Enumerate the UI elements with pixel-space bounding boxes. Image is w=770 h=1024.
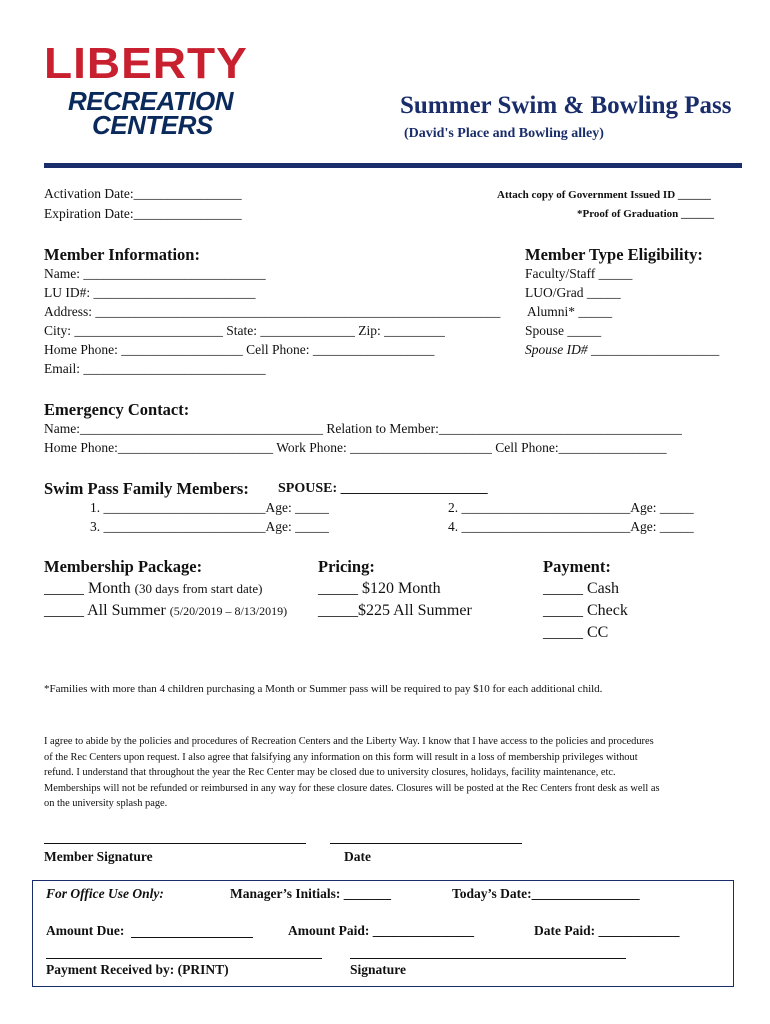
office-signature-label: Signature	[350, 962, 407, 977]
payment-check[interactable]: _____ Check	[543, 602, 628, 619]
amount-due-label: Amount Due:	[46, 923, 125, 938]
date-label: Date	[344, 849, 371, 864]
activation-date-field[interactable]: Activation Date:________________	[44, 186, 242, 201]
city-state-zip-field[interactable]: City: ______________________ State: ______________ Zip: _________	[44, 323, 445, 338]
payment-received-line[interactable]	[46, 958, 322, 959]
amount-paid-field[interactable]: Amount Paid: _______________	[288, 923, 475, 938]
agreement-line: I agree to abide by the policies and procedures of Recreation Centers and the Liberty Way. I know that I have access to the policies and procedures	[44, 736, 654, 747]
graduation-proof-field[interactable]: *Proof of Graduation ______	[577, 208, 714, 220]
page-title: Summer Swim & Bowling Pass	[400, 92, 732, 119]
email-field[interactable]: Email: ___________________________	[44, 361, 266, 376]
pricing-heading: Pricing:	[318, 557, 375, 576]
package-heading: Membership Package:	[44, 557, 203, 576]
pricing-month[interactable]: _____ $120 Month	[318, 580, 441, 597]
attach-id-field[interactable]: Attach copy of Government Issued ID ______	[497, 189, 711, 201]
payment-cash[interactable]: _____ Cash	[543, 580, 619, 597]
emergency-name-row[interactable]: Name:____________________________________ Relation to Member:____________________________________	[44, 421, 682, 436]
package-month-note: (30 days from start date)	[134, 581, 263, 596]
family-heading: Swim Pass Family Members:	[44, 479, 249, 498]
package-month-option[interactable]	[44, 580, 262, 598]
lu-id-field[interactable]: LU ID#: ________________________	[44, 285, 256, 300]
family-member-4[interactable]: 4. _________________________Age: _____	[448, 519, 694, 534]
member-signature-label: Member Signature	[44, 849, 153, 864]
package-month-label: _____ Month	[44, 580, 131, 597]
date-paid-field[interactable]: Date Paid: ____________	[534, 923, 680, 938]
emergency-phone-row[interactable]: Home Phone:_______________________ Work Phone: _____________________ Cell Phone:________________	[44, 440, 667, 455]
eligibility-luo-grad[interactable]: LUO/Grad _____	[525, 285, 621, 300]
spouse-id-field[interactable]: Spouse ID# ___________________	[525, 342, 720, 357]
eligibility-faculty[interactable]: Faculty/Staff _____	[525, 266, 633, 281]
date-signature-line[interactable]	[330, 843, 522, 844]
package-summer-option[interactable]	[44, 602, 287, 620]
eligibility-alumni[interactable]: Alumni* _____	[527, 304, 613, 319]
package-summer-label: _____ All Summer	[44, 602, 166, 619]
phone-fields[interactable]: Home Phone: __________________ Cell Phone: __________________	[44, 342, 435, 357]
header-divider	[44, 163, 742, 168]
logo-centers-text: CENTERS	[92, 110, 213, 140]
logo-recreation-text: RECREATION	[68, 86, 233, 116]
agreement-paragraph	[44, 734, 660, 812]
family-member-2[interactable]: 2. _________________________Age: _____	[448, 500, 694, 515]
office-use-title: For Office Use Only:	[46, 886, 164, 901]
todays-date-field[interactable]: Today’s Date:________________	[452, 886, 640, 901]
family-member-3[interactable]: 3. ________________________Age: _____	[90, 519, 329, 534]
logo-liberty-text: LIBERTY	[44, 38, 248, 88]
address-field[interactable]: Address: ____________________________________________________________	[44, 304, 501, 319]
eligibility-heading: Member Type Eligibility:	[525, 245, 703, 264]
payment-heading: Payment:	[543, 557, 611, 576]
member-name-field[interactable]: Name: ___________________________	[44, 266, 266, 281]
package-summer-note: (5/20/2019 – 8/13/2019)	[169, 604, 288, 618]
agreement-line: of the Rec Centers upon request. I also agree that falsifying any information on this form will result in a loss of membership privileges without	[44, 751, 638, 763]
spouse-field[interactable]: SPOUSE: _____________________	[278, 481, 488, 496]
page-subtitle: (David's Place and Bowling alley)	[404, 126, 604, 141]
family-member-1[interactable]: 1. ________________________Age: _____	[90, 500, 329, 515]
agreement-line: on the university splash page.	[44, 798, 168, 810]
payment-cc[interactable]: _____ CC	[543, 624, 609, 641]
office-signature-line[interactable]	[350, 958, 626, 959]
member-info-heading: Member Information:	[44, 245, 200, 264]
payment-received-label: Payment Received by: (PRINT)	[46, 962, 229, 977]
eligibility-spouse[interactable]: Spouse _____	[525, 323, 602, 338]
pricing-summer[interactable]: _____$225 All Summer	[318, 602, 472, 619]
expiration-date-field[interactable]: Expiration Date:________________	[44, 206, 242, 221]
emergency-heading: Emergency Contact:	[44, 400, 190, 419]
additional-child-note: *Families with more than 4 children purchasing a Month or Summer pass will be required to pay $10 for each additional child.	[44, 683, 603, 695]
manager-initials-field[interactable]: Manager’s Initials: _______	[230, 886, 391, 901]
amount-due-line[interactable]	[131, 937, 253, 938]
member-signature-line[interactable]	[44, 843, 306, 844]
agreement-line: refund. I understand that throughout the year the Rec Center may be closed due to university closures, holidays, facility maintenance, etc.	[44, 767, 616, 779]
agreement-line: Memberships will not be refunded or reimbursed in any way for these closure dates. Closures will be posted at the Rec Centers front desk as well as	[44, 782, 660, 794]
